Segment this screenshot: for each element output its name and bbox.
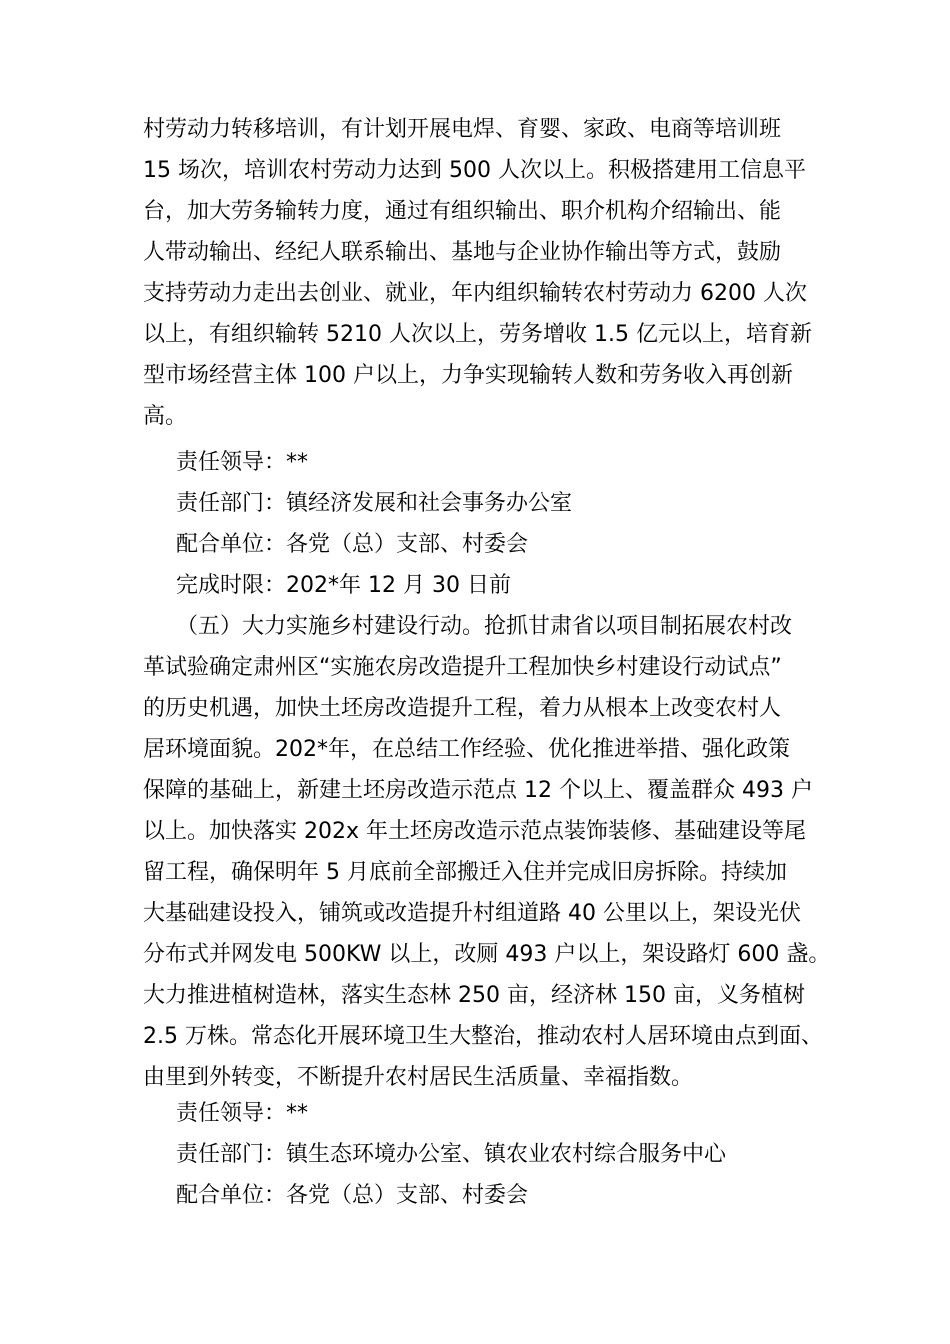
text-line: 2.5 万株。常态化开展环境卫生大整治，推动农村人居环境由点到面、 (143, 1024, 823, 1049)
text-line: 的历史机遇，加快土坯房改造提升工程，着力从根本上改变农村人 (143, 696, 782, 721)
text-line: 村劳动力转移培训，有计划开展电焊、育婴、家政、电商等培训班 (143, 117, 782, 142)
text-line: 以上，有组织输转 5210 人次以上，劳务增收 1.5 亿元以上，培育新 (143, 322, 812, 347)
section-heading-line: （五）大力实施乡村建设行动。抢抓甘肃省以项目制拓展农村改 (176, 614, 793, 639)
text-line: 保障的基础上，新建土坯房改造示范点 12 个以上、覆盖群众 493 户 (143, 778, 813, 803)
text-line: 支持劳动力走出去创业、就业，年内组织输转农村劳动力 6200 人次 (143, 281, 807, 306)
text-line: 型市场经营主体 100 户以上，力争实现输转人数和劳务收入再创新 (143, 363, 793, 388)
text-line: 革试验确定肃州区“实施农房改造提升工程加快乡村建设行动试点” (143, 655, 782, 680)
text-line: 分布式并网发电 500KW 以上，改厕 493 户以上，架设路灯 600 盏。 (143, 942, 831, 967)
text-line: 台，加大劳务输转力度，通过有组织输出、职介机构介绍输出、能 (143, 199, 782, 224)
responsible-leader: 责任领导：** (176, 1101, 309, 1126)
text-line: 留工程，确保明年 5 月底前全部搬迁入住并完成旧房拆除。持续加 (143, 860, 787, 885)
text-line: 15 场次，培训农村劳动力达到 500 人次以上。积极搭建用工信息平 (143, 158, 806, 183)
text-line: 人带动输出、经纪人联系输出、基地与企业协作输出等方式，鼓励 (143, 240, 782, 265)
cooperating-units: 配合单位：各党（总）支部、村委会 (176, 1183, 529, 1208)
text-line: 以上。加快落实 202x 年土坯房改造示范点装饰装修、基础建设等尾 (143, 819, 806, 844)
text-line: 大基础建设投入，铺筑或改造提升村组道路 40 公里以上，架设光伏 (143, 901, 801, 926)
responsible-leader: 责任领导：** (176, 450, 309, 475)
text-line: 居环境面貌。202*年，在总结工作经验、优化推进举措、强化政策 (143, 737, 790, 762)
text-line: 由里到外转变，不断提升农村居民生活质量、幸福指数。 (143, 1065, 694, 1090)
cooperating-units: 配合单位：各党（总）支部、村委会 (176, 532, 529, 557)
text-line: 高。 (143, 404, 188, 429)
text-line: 大力推进植树造林，落实生态林 250 亩，经济林 150 亩，义务植树 (143, 983, 805, 1008)
responsible-department: 责任部门：镇经济发展和社会事务办公室 (176, 491, 573, 516)
deadline: 完成时限：202*年 12 月 30 日前 (176, 573, 511, 598)
responsible-department: 责任部门：镇生态环境办公室、镇农业农村综合服务中心 (176, 1142, 727, 1167)
